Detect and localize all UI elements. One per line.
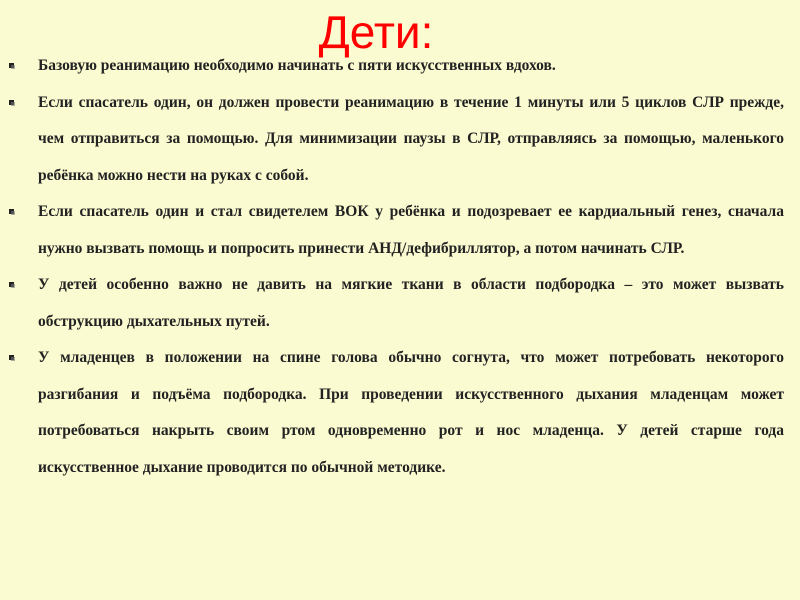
bullet-text: У младенцев в положении на спине голова обычно согнута, что может потребовать некоторого разгибания и подъёма подбородка. При проведении искусственного дыхания младенцам может потребоваться накрыть своим ртом одновременно рот и нос младенца. У детей старше года искусственное дыхание проводится по обычной методике.: [38, 349, 784, 476]
bullet-list: [0, 48, 800, 486]
square-bullet-icon: [9, 100, 14, 105]
square-bullet-icon: [9, 355, 14, 360]
bullet-text: Если спасатель один, он должен провести реанимацию в течение 1 минуты или 5 циклов СЛР прежде, чем отправиться за помощью. Для минимизации паузы в СЛР, отправляясь за помощью, маленького ребёнка можно нести на руках с собой.: [38, 93, 784, 184]
square-bullet-icon: [9, 209, 14, 214]
bullet-item: [0, 194, 800, 267]
bullet-item: [0, 267, 800, 340]
bullet-item: [0, 48, 800, 85]
bullet-text: Базовую реанимацию необходимо начинать с пяти искусственных вдохов.: [38, 57, 556, 74]
bullet-text: У детей особенно важно не давить на мягкие ткани в области подбородка – это может вызвать обструкцию дыхательных путей.: [38, 276, 784, 330]
square-bullet-icon: [9, 63, 14, 68]
bullet-item: [0, 85, 800, 195]
slide-title: Дети:: [318, 6, 434, 58]
bullet-item: [0, 340, 800, 486]
bullet-text: Если спасатель один и стал свидетелем ВОК у ребёнка и подозревает ее кардиальный генез, сначала нужно вызвать помощь и попросить принести АНД/дефибриллятор, а потом начинать СЛР.: [38, 203, 784, 257]
square-bullet-icon: [9, 282, 14, 287]
